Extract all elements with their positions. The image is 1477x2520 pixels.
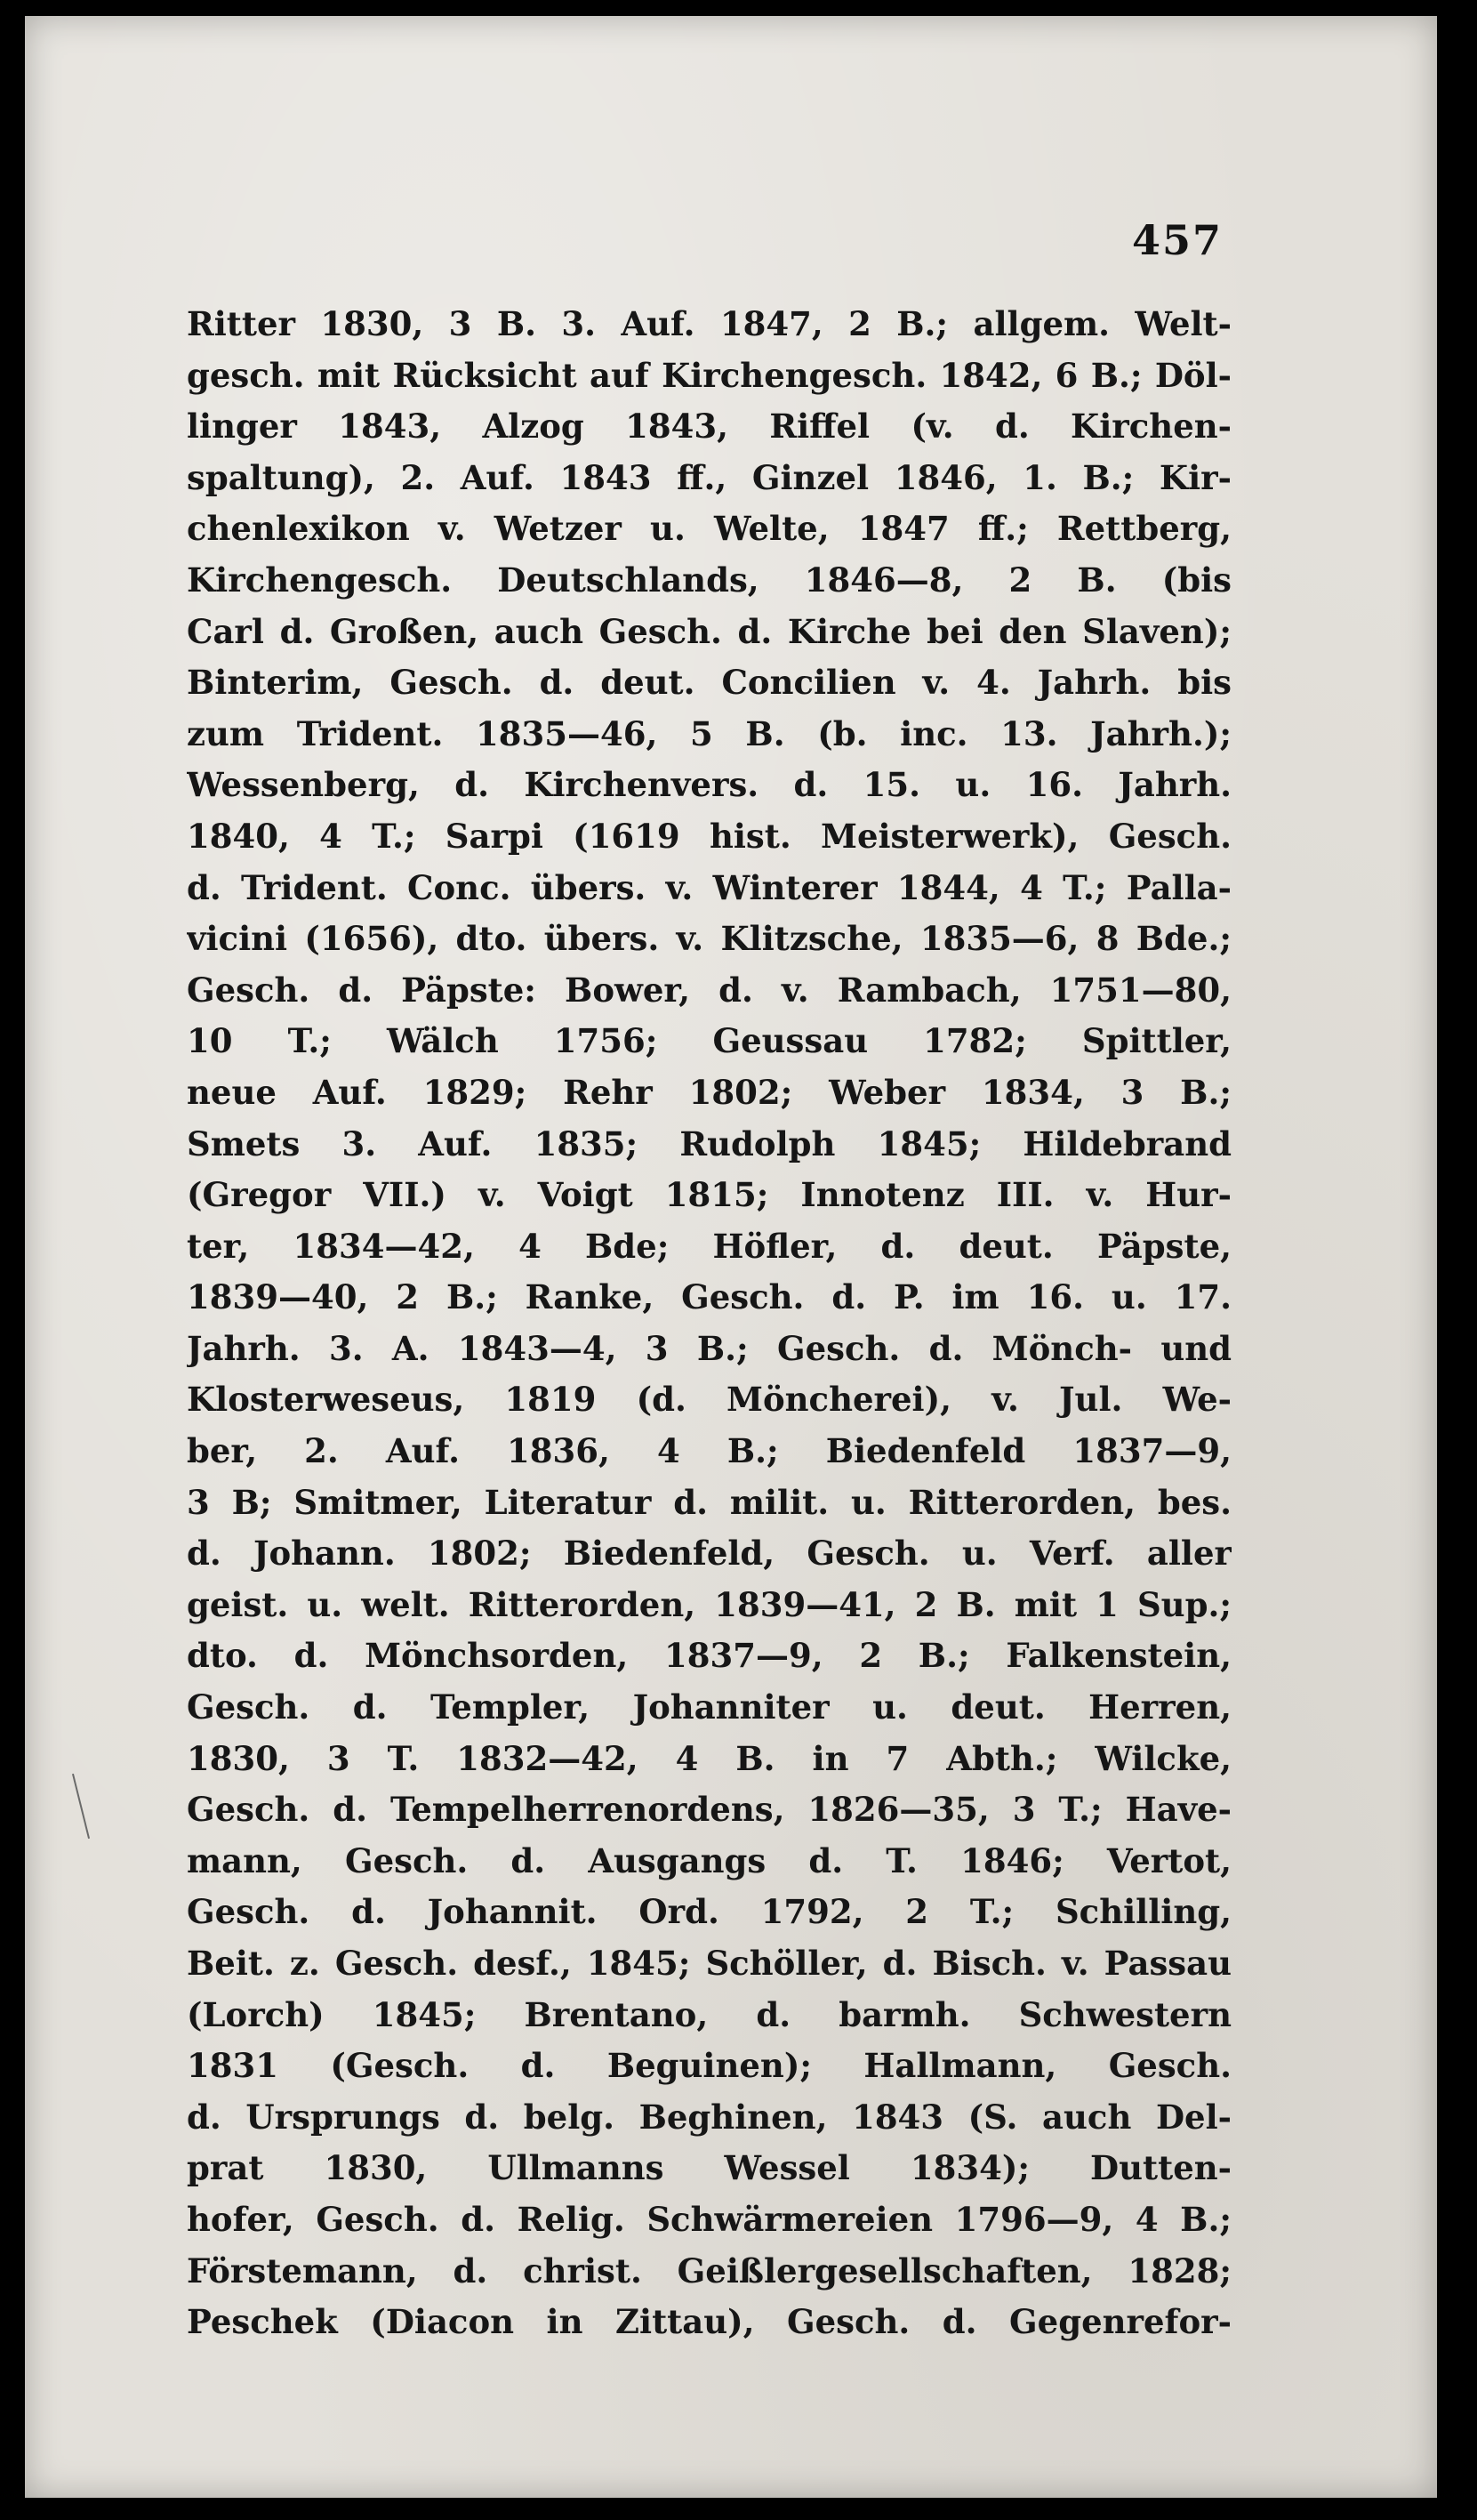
text-line: 1831 (Gesch. d. Beguinen); Hallmann, Gesch. [187,2046,1232,2086]
text-line: Wessenberg, d. Kirchenvers. d. 15. u. 16. Jahrh. [187,765,1232,805]
text-line: 1840, 4 T.; Sarpi (1619 hist. Meisterwerk), Gesch. [187,816,1232,856]
text-line: Gesch. d. Päpste: Bower, d. v. Rambach, 1751—80, [187,970,1232,1010]
text-line: gesch. mit Rücksicht auf Kirchengesch. 1842, 6 B.; Döl- [187,355,1232,395]
text-line: 1839—40, 2 B.; Ranke, Gesch. d. P. im 16. u. 17. [187,1277,1232,1317]
text-line: Kirchengesch. Deutschlands, 1846—8, 2 B. (bis [187,560,1232,600]
margin-pencil-mark [72,1774,90,1839]
text-line: Gesch. d. Templer, Johanniter u. deut. Herren, [187,1687,1232,1727]
text-line: hofer, Gesch. d. Relig. Schwärmereien 1796—9, 4 B.; [187,2199,1232,2239]
text-line: Ritter 1830, 3 B. 3. Auf. 1847, 2 B.; allgem. Welt- [187,304,1232,343]
text-line: d. Trident. Conc. übers. v. Winterer 1844, 4 T.; Palla- [187,867,1232,907]
text-line: (Lorch) 1845; Brentano, d. barmh. Schwestern [187,1994,1232,2034]
text-line: zum Trident. 1835—46, 5 B. (b. inc. 13. Jahrh.); [187,713,1232,753]
text-line: spaltung), 2. Auf. 1843 ff., Ginzel 1846, 1. B.; Kir- [187,457,1232,497]
text-line: chenlexikon v. Wetzer u. Welte, 1847 ff.; Rettberg, [187,509,1232,549]
text-line: Beit. z. Gesch. desf., 1845; Schöller, d. Bisch. v. Passau [187,1944,1232,1983]
text-line: Carl d. Großen, auch Gesch. d. Kirche bei den Slaven); [187,611,1232,651]
text-line: geist. u. welt. Ritterorden, 1839—41, 2 B. mit 1 Sup.; [187,1584,1232,1624]
body-text [187,299,1232,2348]
text-line: dto. d. Mönchsorden, 1837—9, 2 B.; Falkenstein, [187,1636,1232,1676]
text-line: 1830, 3 T. 1832—42, 4 B. in 7 Abth.; Wilcke, [187,1738,1232,1778]
text-line: Gesch. d. Tempelherrenordens, 1826—35, 3 T.; Have- [187,1790,1232,1830]
text-line: Binterim, Gesch. d. deut. Concilien v. 4. Jahrh. bis [187,663,1232,703]
text-line: neue Auf. 1829; Rehr 1802; Weber 1834, 3 B.; [187,1072,1232,1112]
text-line: Peschek (Diacon in Zittau), Gesch. d. Gegenrefor- [187,2302,1232,2342]
text-line: 3 B; Smitmer, Literatur d. milit. u. Ritterorden, bes. [187,1482,1232,1522]
text-line: ber, 2. Auf. 1836, 4 B.; Biedenfeld 1837—9, [187,1431,1232,1471]
text-line: Gesch. d. Johannit. Ord. 1792, 2 T.; Schilling, [187,1892,1232,1932]
text-line: Förstemann, d. christ. Geißlergesellschaften, 1828; [187,2250,1232,2291]
text-line: linger 1843, Alzog 1843, Riffel (v. d. Kirchen- [187,407,1232,447]
text-line: Klosterweseus, 1819 (d. Möncherei), v. Jul. We- [187,1380,1232,1420]
text-line: prat 1830, Ullmanns Wessel 1834); Dutten- [187,2148,1232,2188]
text-line: 10 T.; Wälch 1756; Geussau 1782; Spittler, [187,1021,1232,1061]
text-line: Smets 3. Auf. 1835; Rudolph 1845; Hildebrand [187,1123,1232,1163]
text-line: ter, 1834—42, 4 Bde; Höfler, d. deut. Päpste, [187,1226,1232,1266]
text-line: mann, Gesch. d. Ausgangs d. T. 1846; Vertot, [187,1840,1232,1880]
text-line: (Gregor VII.) v. Voigt 1815; Innotenz III. v. Hur- [187,1175,1232,1215]
text-line: d. Johann. 1802; Biedenfeld, Gesch. u. Verf. aller [187,1534,1232,1574]
book-page [25,16,1437,2498]
text-line: d. Ursprungs d. belg. Beghinen, 1843 (S. auch Del- [187,2097,1232,2137]
page-number: 457 [1132,216,1224,264]
text-line: vicini (1656), dto. übers. v. Klitzsche, 1835—6, 8 Bde.; [187,919,1232,959]
text-line: Jahrh. 3. A. 1843—4, 3 B.; Gesch. d. Mönch- und [187,1328,1232,1368]
